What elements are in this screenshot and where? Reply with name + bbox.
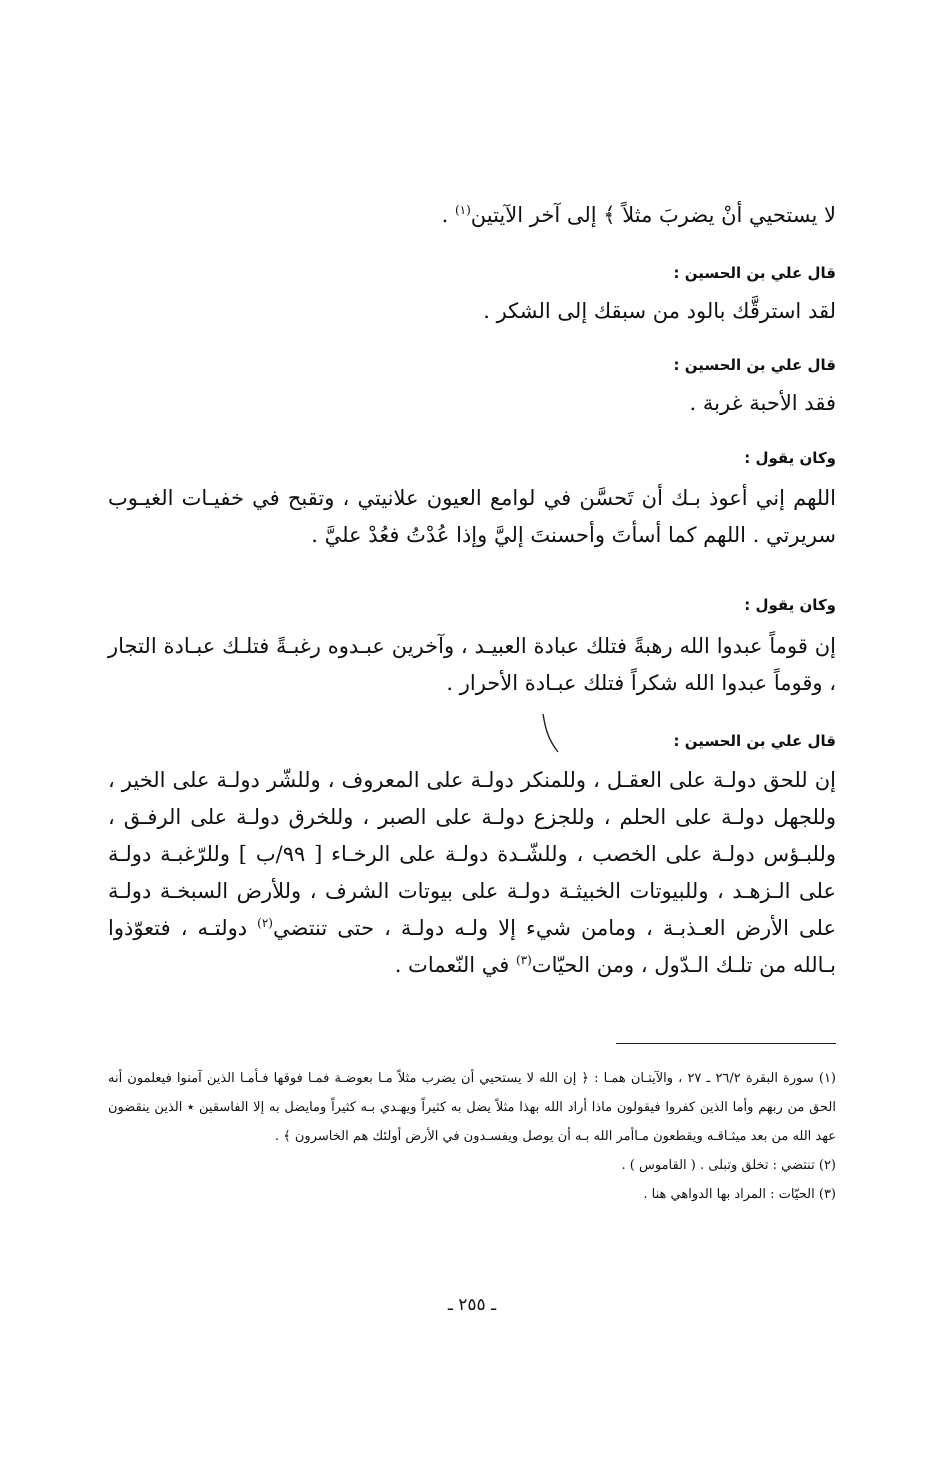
section-text-5-part-3: في النّعمات . (394, 953, 516, 977)
footnotes (108, 1064, 836, 1209)
section-text-5 (108, 762, 836, 984)
section-heading-2: قال علي بن الحسين : (673, 356, 836, 374)
section-text-4: إن قوماً عبدوا الله رهبةً فتلك عبادة العبيـد ، وآخرين عبـدوه رغبـةً فتلـك عبـادة التجار ، وقوماً عبدوا الله شكراً فتلك عبـادة الأحرار . (108, 634, 836, 695)
footnote-marker-3: (٣) (515, 953, 532, 967)
page-number: ـ ٢٥٥ ـ (447, 1295, 497, 1315)
section-heading-5: قال علي بن الحسين : (673, 732, 836, 750)
footnote-divider (616, 1043, 836, 1044)
top-line-text: لا يستحيي أنْ يضربَ مثلاً ﴾ إلى آخر الآيتين (470, 203, 836, 227)
section-text-3: اللهم إني أعوذ بـك أن تَحسَّن في لوامع العيون علانيتي ، وتقبح في خفيـات الغيـوب سريرتي . اللهم كما أسأتَ وأحسنتَ إليَّ وإذا عُدْتُ فعُدْ عليَّ . (108, 486, 836, 547)
section-heading-4: وكان يقول : (744, 596, 836, 614)
footnote-1: (١) سورة البقرة ٢٦/٢ ـ ٢٧ ، والآيتـان همـا : ﴿ إن الله لا يستحيي أن يضرب مثلاً مـا بعوضـة فمـا فوقها فـأمـا الذين آمنوا فيعلمون أنه الحق من ربهم وأما الذين كفروا فيقولون ماذا أراد الله بهذا مثلاً يضل به كثيراً ويهـدي بـه كثيراً ومايضل به إلا الفاسقين ٭ الذين ينقضون عهد الله من بعد ميثـاقـه ويقطعون مـاأمر الله بـه أن يوصل ويفسـدون في الأرض أولئك هم الخاسرون ﴾ . (108, 1071, 836, 1144)
section-text-5-part-2: دولتـه ، فتعوّذوا بـالله من تلـك الـدّول ، ومن الحيّات (108, 916, 836, 977)
footnote-marker-2: (٢) (257, 916, 273, 930)
section-heading-1: قال علي بن الحسين : (673, 264, 836, 282)
footnote-3: (٣) الحيّات : المراد بها الدواهي هنا . (643, 1187, 836, 1202)
top-line-tail: . (441, 203, 455, 227)
section-heading-3: وكان يقول : (744, 449, 836, 467)
section-text-1: لقد استرقَّك بالود من سبقك إلى الشكر . (483, 299, 836, 323)
section-text-2: فقد الأحبة غربة . (689, 391, 836, 415)
top-line (108, 200, 836, 230)
footnote-2: (٢) تنتضي : تخلق وتبلى . ( القاموس ) . (621, 1158, 836, 1173)
footnote-marker-1: (١) (454, 203, 471, 217)
section-text-5-part-1: إن للحق دولـة على العقـل ، وللمنكر دولـة على المعروف ، وللشّر دولـة على الخير ، وللجهل دولـة على الحلم ، وللجزع دولـة على الصبر ، وللخرق دولـة على الرفـق ، وللبـؤس دولـة على الخصب ، وللشّـدة دولـة على الرخـاء [ ٩٩/ب ] وللرّغبـة دولـة على الـزهـد ، وللبيوتات الخبيثـة دولـة على بيوتات الشرف ، وللأرض السبخـة دولـة على الأرض العـذبـة ، ومامن شيء إلا ولـه دولـة ، حتى تنتضي (108, 768, 836, 940)
